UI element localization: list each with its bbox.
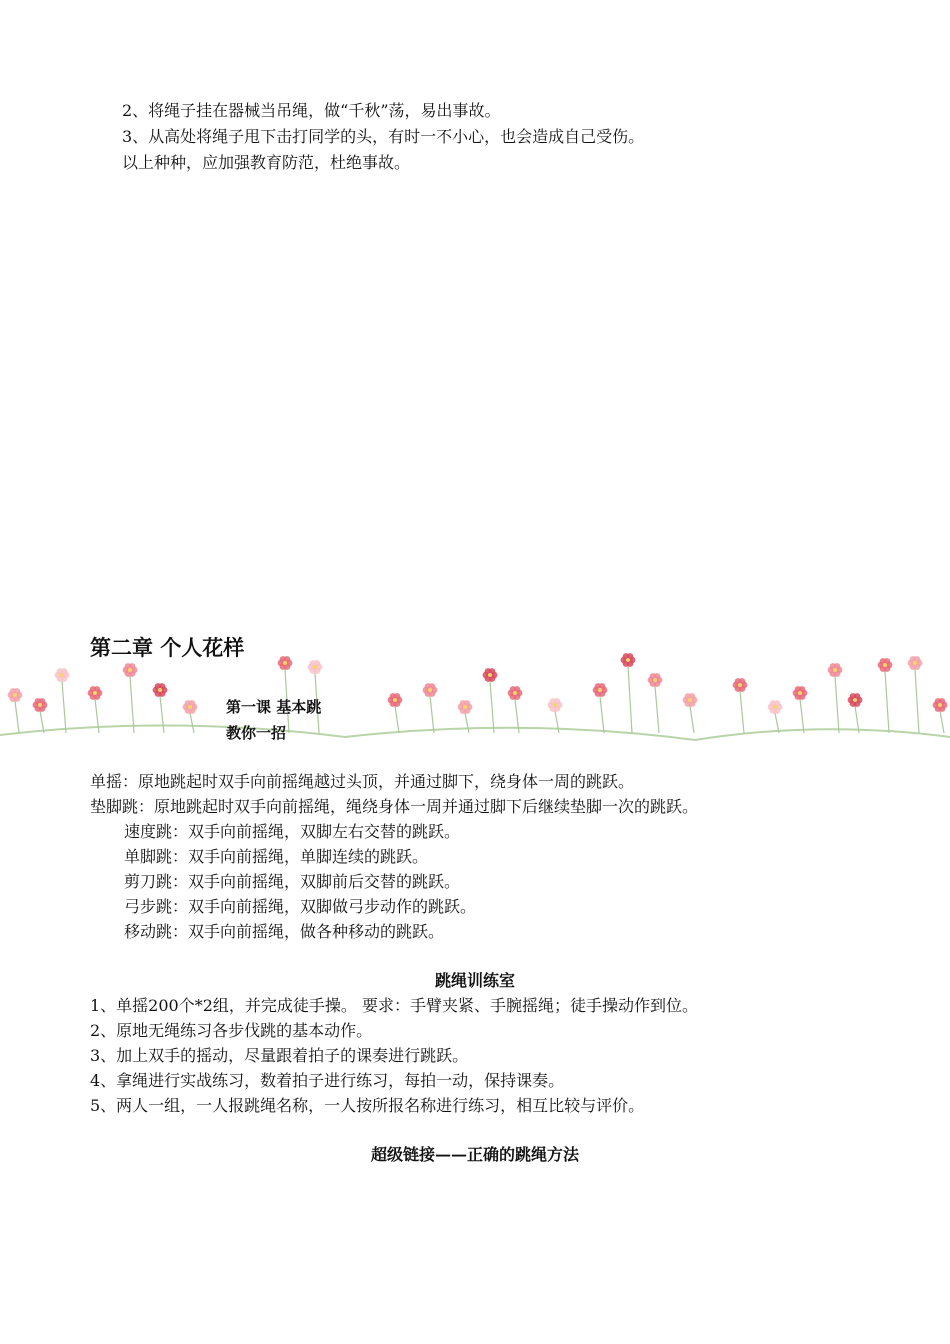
flower-center: [688, 698, 692, 702]
skill-line: 单摇：原地跳起时双手向前摇绳越过头顶，并通过脚下，绕身体一周的跳跃。: [90, 772, 635, 791]
flower-center: [833, 668, 837, 672]
flower-center: [913, 661, 917, 665]
flower-stem: [160, 696, 164, 733]
lesson-title: 第一课 基本跳: [226, 698, 322, 716]
training-item: 4、拿绳进行实战练习，数着拍子进行练习，每拍一动，保持课奏。: [90, 1071, 565, 1090]
skill-line: 剪刀跳：双手向前摇绳，双脚前后交替的跳跃。: [124, 872, 461, 891]
flower-stem: [15, 701, 19, 733]
flower-center: [93, 691, 97, 695]
training-item: 1、单摇200个*2组，并完成徒手操。 要求：手臂夹紧、手腕摇绳；徒手操动作到位。: [90, 996, 698, 1015]
flower-center: [798, 691, 802, 695]
chapter-title: 第二章 个人花样: [90, 636, 245, 660]
flower-center: [626, 658, 630, 662]
flower-stem: [915, 669, 919, 733]
flower-stem: [628, 666, 632, 733]
flower-stem: [190, 713, 194, 733]
skill-line: 单脚跳：双手向前摇绳，单脚连续的跳跃。: [124, 847, 429, 866]
flower-center: [188, 705, 192, 709]
skill-line: 速度跳：双手向前摇绳，双脚左右交替的跳跃。: [124, 822, 461, 841]
flower-stem: [740, 691, 744, 733]
flower-stem: [395, 706, 399, 733]
text-line: 2、将绳子挂在器械当吊绳，做“千秋”荡，易出事故。: [122, 101, 501, 120]
text-line: 以上种种，应加强教育防范，杜绝事故。: [122, 153, 411, 172]
flower-center: [158, 688, 162, 692]
flower-stem: [940, 711, 944, 733]
flower-center: [938, 703, 942, 707]
section-title-link: 超级链接——正确的跳绳方法: [370, 1145, 579, 1164]
skill-line: 弓步跳：双手向前摇绳，双脚做弓步动作的跳跃。: [124, 897, 477, 916]
flower-stem: [885, 671, 889, 733]
flower-center: [553, 703, 557, 707]
flower-stem: [430, 696, 434, 733]
flower-center: [653, 678, 657, 682]
flower-stem: [835, 676, 839, 733]
lesson-subtitle: 教你一招: [226, 724, 287, 742]
flower-stem: [62, 681, 66, 733]
training-item: 5、两人一组，一人报跳绳名称，一人按所报名称进行练习，相互比较与评价。: [90, 1096, 645, 1115]
flower-center: [428, 688, 432, 692]
flower-center: [598, 688, 602, 692]
flower-center: [463, 705, 467, 709]
flower-stem: [465, 713, 469, 733]
skill-line: 垫脚跳：原地跳起时双手向前摇绳，绳绕身体一周并通过脚下后继续垫脚一次的跳跃。: [90, 797, 699, 816]
flower-stem: [490, 681, 494, 733]
flower-stem: [800, 699, 804, 733]
skill-line: 移动跳：双手向前摇绳，做各种移动的跳跃。: [124, 922, 445, 941]
flower-stem: [690, 706, 694, 733]
flower-center: [738, 683, 742, 687]
training-item: 2、原地无绳练习各步伐跳的基本动作。: [90, 1021, 373, 1040]
flower-center: [883, 663, 887, 667]
flower-stem: [40, 711, 44, 733]
flower-center: [128, 668, 132, 672]
flower-center: [513, 691, 517, 695]
flower-banner-illustration: [0, 645, 950, 750]
flower-center: [283, 661, 287, 665]
flower-center: [13, 693, 17, 697]
flower-stem: [555, 711, 559, 733]
flower-center: [773, 705, 777, 709]
flower-center: [488, 673, 492, 677]
flower-center: [393, 698, 397, 702]
flower-center: [38, 703, 42, 707]
flower-center: [313, 665, 317, 669]
flower-stem: [655, 686, 659, 733]
flower-center: [853, 698, 857, 702]
text-line: 3、从高处将绳子甩下击打同学的头，有时一不小心，也会造成自己受伤。: [122, 127, 645, 146]
flower-stem: [130, 676, 134, 733]
training-item: 3、加上双手的摇动，尽量跟着拍子的课奏进行跳跃。: [90, 1046, 469, 1065]
section-title-training: 跳绳训练室: [434, 971, 515, 990]
flower-center: [60, 673, 64, 677]
flower-stem: [600, 696, 604, 733]
